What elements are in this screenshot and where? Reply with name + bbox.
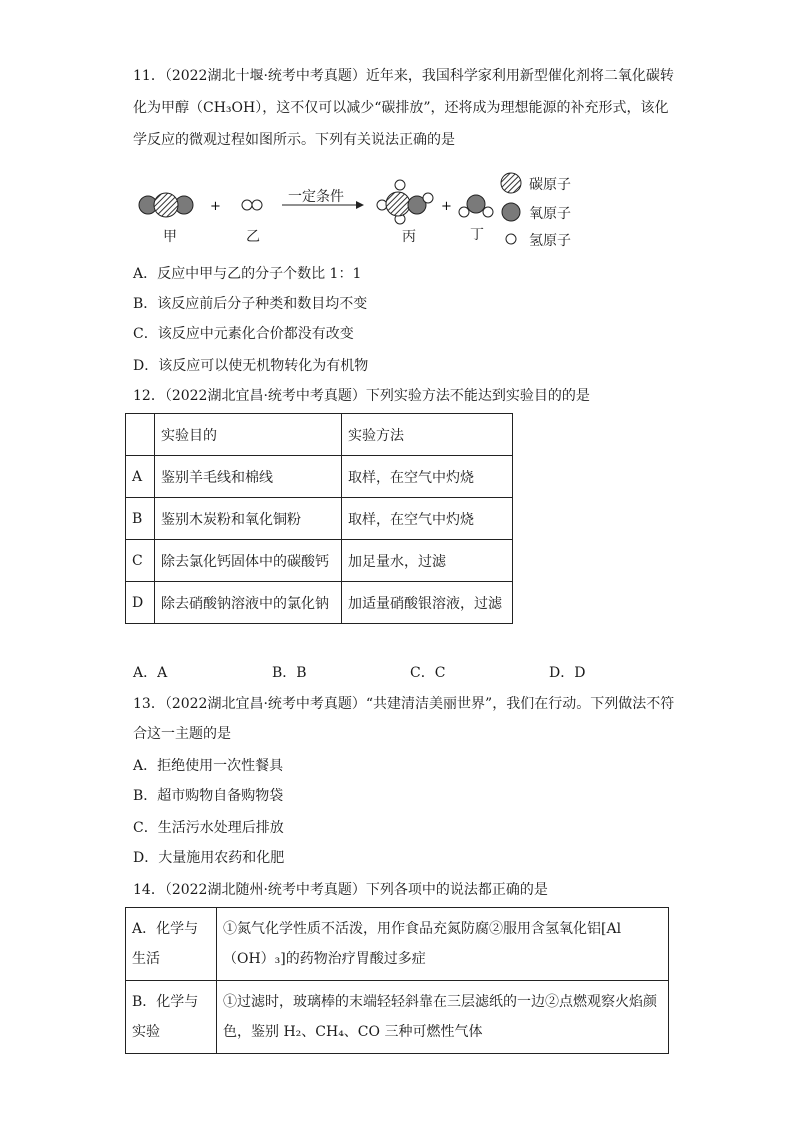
plus-sign-1: +: [210, 199, 221, 214]
table-header-row: [126, 414, 513, 456]
q13-option-a: A．拒绝使用一次性餐具: [133, 758, 284, 774]
table-row: [126, 981, 669, 1054]
arrow-head: [356, 201, 364, 209]
q13-option-c: C．生活污水处理后排放: [133, 820, 284, 836]
label-ding: 丁: [470, 227, 484, 243]
label-bing: 丙: [402, 229, 416, 245]
table-cell: 鉴别羊毛线和棉线: [155, 456, 342, 498]
table-cell: 加足量水，过滤: [342, 540, 513, 582]
q14-table: [125, 907, 669, 1054]
q11-stem-line3: 学反应的微观过程如图所示。下列有关说法正确的是: [133, 132, 455, 148]
q12-answer-d: D．D: [549, 665, 586, 681]
table-cell: C: [126, 540, 155, 582]
table-row: [126, 456, 513, 498]
label-jia: 甲: [163, 229, 177, 245]
table-cell: B: [126, 498, 155, 540]
table-cell: [126, 414, 155, 456]
legend-carbon: 碳原子: [529, 177, 571, 193]
plus-sign-2: +: [441, 199, 452, 214]
q11-option-a: A．反应中甲与乙的分子个数比 1：1: [133, 266, 362, 282]
q13-option-b: B．超市购物自备购物袋: [133, 788, 284, 804]
q12-answer-b: B．B: [272, 665, 307, 681]
q14-stem: 14．（2022湖北随州·统考中考真题）下列各项中的说法都正确的是: [133, 882, 548, 898]
q13-option-d: D．大量施用农药和化肥: [133, 850, 285, 866]
table-cell: 加适量硝酸银溶液，过滤: [342, 582, 513, 624]
table-header-method: 实验方法: [342, 414, 513, 456]
hydrogen-legend-icon: [506, 234, 516, 244]
reaction-diagram: [130, 168, 590, 254]
oxygen-legend-icon: [502, 203, 520, 221]
q11-option-c: C．该反应中元素化合价都没有改变: [133, 326, 354, 342]
q13-stem-line2: 合这一主题的是: [133, 726, 231, 742]
q11-option-d: D．该反应可以使无机物转化为有机物: [133, 358, 369, 374]
table-cell-category: B．化学与实验: [126, 981, 217, 1054]
table-cell-category: A．化学与生活: [126, 908, 217, 981]
table-cell: 除去氯化钙固体中的碳酸钙: [155, 540, 342, 582]
molecule-bing: [377, 180, 433, 224]
q13-stem-line1: 13．（2022湖北宜昌·统考中考真题）“共建清洁美丽世界”，我们在行动。下列做法不符: [133, 696, 675, 712]
legend-hydrogen: 氢原子: [529, 233, 571, 249]
q12-table: [125, 413, 513, 624]
legend: [501, 173, 521, 244]
table-cell-statement: ①氮气化学性质不活泼，用作食品充氮防腐②服用含氢氧化铝[Al（OH）₃]的药物治疗胃酸过多症: [217, 908, 669, 981]
molecule-jia: [139, 193, 193, 217]
q12-stem: 12．（2022湖北宜昌·统考中考真题）下列实验方法不能达到实验目的的是: [133, 388, 590, 404]
table-cell: 取样，在空气中灼烧: [342, 498, 513, 540]
table-cell: D: [126, 582, 155, 624]
table-cell-statement: ①过滤时，玻璃棒的末端轻轻斜靠在三层滤纸的一边②点燃观察火焰颜色，鉴别 H₂、CH₄、CO 三种可燃性气体: [217, 981, 669, 1054]
q11-option-b: B．该反应前后分子种类和数目均不变: [133, 296, 368, 312]
q11-stem-line1: 11．（2022湖北十堰·统考中考真题）近年来，我国科学家利用新型催化剂将二氧化碳转: [133, 68, 674, 84]
label-yi: 乙: [246, 229, 260, 245]
table-row: [126, 908, 669, 981]
q11-stem-line2: 化为甲醇（CH₃OH），这不仅可以减少“碳排放”，还将成为理想能源的补充形式，该化: [133, 100, 669, 116]
table-header-purpose: 实验目的: [155, 414, 342, 456]
legend-oxygen: 氧原子: [529, 206, 571, 222]
reaction-condition: 一定条件: [288, 189, 344, 205]
table-cell: 取样，在空气中灼烧: [342, 456, 513, 498]
carbon-legend-icon: [501, 173, 521, 193]
q12-answer-a: A．A: [133, 665, 168, 681]
table-row: [126, 540, 513, 582]
table-cell: 除去硝酸钠溶液中的氯化钠: [155, 582, 342, 624]
table-cell: 鉴别木炭粉和氧化铜粉: [155, 498, 342, 540]
table-cell: A: [126, 456, 155, 498]
reaction-diagram-svg: [130, 168, 590, 254]
molecule-yi: [242, 200, 262, 210]
table-row: [126, 498, 513, 540]
q12-answer-c: C．C: [410, 665, 446, 681]
table-row: [126, 582, 513, 624]
molecule-ding: [459, 195, 493, 217]
